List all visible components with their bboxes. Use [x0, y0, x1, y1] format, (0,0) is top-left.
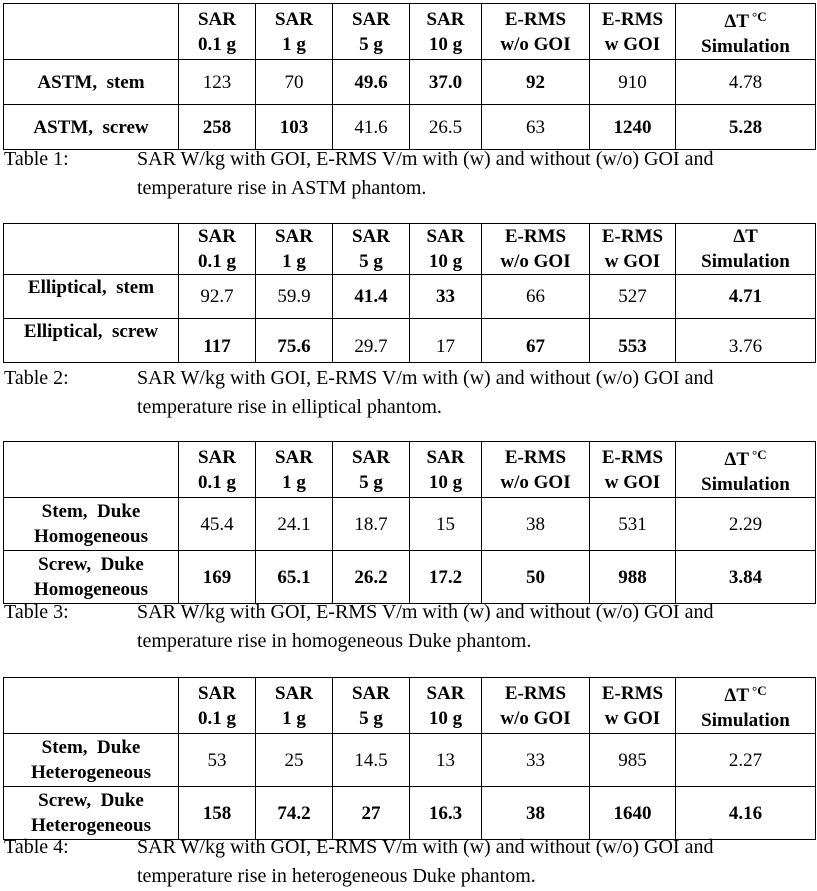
row-label: Screw, Duke Homogeneous [4, 551, 179, 604]
header-erms-with-goi: E-RMS w GOI [590, 442, 676, 498]
caption-text: SAR W/kg with GOI, E-RMS V/m with (w) and without (w/o) GOI and temperature rise in ASTM phantom. [137, 148, 714, 199]
table-3 [3, 441, 816, 604]
table-row [4, 787, 816, 840]
cell-erms-without-goi: 33 [482, 734, 590, 787]
header-empty [4, 4, 179, 60]
header-sar-01g: SAR 0.1 g [179, 4, 256, 60]
caption-text: SAR W/kg with GOI, E-RMS V/m with (w) and without (w/o) GOI and temperature rise in heterogeneous Duke phantom. [137, 836, 714, 887]
cell-erms-without-goi: 66 [482, 275, 590, 319]
cell-delta-t: 3.84 [676, 551, 816, 604]
header-sar-10g: SAR 10 g [410, 4, 482, 60]
cell-sar-1g: 70 [256, 60, 333, 105]
cell-sar-5g: 27 [333, 787, 410, 840]
header-sar-1g: SAR 1 g [256, 678, 333, 734]
row-label: Elliptical, screw [4, 319, 179, 363]
header-sar-5g: SAR 5 g [333, 224, 410, 275]
cell-erms-without-goi: 63 [482, 105, 590, 150]
cell-sar-1g: 25 [256, 734, 333, 787]
table-2-caption [4, 364, 814, 424]
cell-erms-with-goi: 1640 [590, 787, 676, 840]
cell-erms-with-goi: 910 [590, 60, 676, 105]
table-2 [3, 223, 816, 363]
header-erms-with-goi: E-RMS w GOI [590, 224, 676, 275]
cell-sar-10g: 17.2 [410, 551, 482, 604]
header-sar-5g: SAR 5 g [333, 4, 410, 60]
cell-erms-without-goi: 92 [482, 60, 590, 105]
header-delta-t: ΔT $^{^\circ C}$ Simulation [676, 4, 816, 60]
cell-sar-1g: 75.6 [256, 319, 333, 363]
row-label: Stem, Duke Heterogeneous [4, 734, 179, 787]
cell-sar-10g: 33 [410, 275, 482, 319]
table-3-caption [4, 598, 814, 658]
cell-erms-with-goi: 985 [590, 734, 676, 787]
cell-erms-with-goi: 1240 [590, 105, 676, 150]
cell-sar-01g: 117 [179, 319, 256, 363]
cell-sar-5g: 26.2 [333, 551, 410, 604]
row-label: Screw, Duke Heterogeneous [4, 787, 179, 840]
cell-delta-t: 3.76 [676, 319, 816, 363]
cell-sar-5g: 41.6 [333, 105, 410, 150]
header-sar-10g: SAR 10 g [410, 224, 482, 275]
header-sar-5g: SAR 5 g [333, 442, 410, 498]
cell-erms-with-goi: 531 [590, 498, 676, 551]
cell-sar-1g: 103 [256, 105, 333, 150]
table-4 [3, 677, 816, 840]
caption-text: SAR W/kg with GOI, E-RMS V/m with (w) and without (w/o) GOI and temperature rise in elliptical phantom. [137, 367, 714, 418]
cell-erms-with-goi: 988 [590, 551, 676, 604]
cell-sar-01g: 45.4 [179, 498, 256, 551]
cell-erms-with-goi: 527 [590, 275, 676, 319]
caption-label: Table 2: [4, 367, 69, 389]
header-erms-with-goi: E-RMS w GOI [590, 4, 676, 60]
row-label: Stem, Duke Homogeneous [4, 498, 179, 551]
header-sar-10g: SAR 10 g [410, 442, 482, 498]
table-header-row [4, 4, 816, 60]
cell-sar-10g: 16.3 [410, 787, 482, 840]
cell-delta-t: 4.16 [676, 787, 816, 840]
header-erms-with-goi: E-RMS w GOI [590, 678, 676, 734]
cell-erms-without-goi: 50 [482, 551, 590, 604]
header-erms-without-goi: E-RMS w/o GOI [482, 442, 590, 498]
table-row [4, 319, 816, 363]
header-sar-01g: SAR 0.1 g [179, 442, 256, 498]
cell-sar-10g: 13 [410, 734, 482, 787]
caption-label: Table 1: [4, 148, 69, 170]
cell-sar-10g: 26.5 [410, 105, 482, 150]
cell-sar-1g: 59.9 [256, 275, 333, 319]
row-label: ASTM, screw [4, 105, 179, 150]
table-header-row [4, 442, 816, 498]
cell-sar-5g: 29.7 [333, 319, 410, 363]
row-label: ASTM, stem [4, 60, 179, 105]
caption-label: Table 4: [4, 836, 69, 858]
cell-sar-01g: 92.7 [179, 275, 256, 319]
cell-sar-01g: 258 [179, 105, 256, 150]
caption-text: SAR W/kg with GOI, E-RMS V/m with (w) and without (w/o) GOI and temperature rise in homogeneous Duke phantom. [137, 601, 714, 652]
cell-erms-without-goi: 67 [482, 319, 590, 363]
header-erms-without-goi: E-RMS w/o GOI [482, 4, 590, 60]
table-header-row [4, 224, 816, 275]
cell-sar-01g: 53 [179, 734, 256, 787]
cell-delta-t: 4.78 [676, 60, 816, 105]
caption-label: Table 3: [4, 601, 69, 623]
table-row [4, 734, 816, 787]
header-sar-1g: SAR 1 g [256, 4, 333, 60]
table-1 [3, 3, 816, 150]
table-1-caption [4, 145, 814, 205]
table-row [4, 105, 816, 150]
cell-delta-t: 2.29 [676, 498, 816, 551]
cell-erms-without-goi: 38 [482, 498, 590, 551]
cell-erms-without-goi: 38 [482, 787, 590, 840]
header-empty [4, 678, 179, 734]
cell-sar-1g: 65.1 [256, 551, 333, 604]
table-row [4, 275, 816, 319]
cell-delta-t: 5.28 [676, 105, 816, 150]
cell-sar-10g: 37.0 [410, 60, 482, 105]
table-4-caption [4, 833, 814, 891]
table-header-row [4, 678, 816, 734]
header-erms-without-goi: E-RMS w/o GOI [482, 678, 590, 734]
cell-sar-10g: 15 [410, 498, 482, 551]
header-sar-1g: SAR 1 g [256, 224, 333, 275]
header-delta-t: ΔT $^{^\circ C}$ Simulation [676, 442, 816, 498]
cell-sar-10g: 17 [410, 319, 482, 363]
header-sar-5g: SAR 5 g [333, 678, 410, 734]
cell-sar-01g: 158 [179, 787, 256, 840]
row-label: Elliptical, stem [4, 275, 179, 319]
cell-sar-1g: 74.2 [256, 787, 333, 840]
cell-sar-5g: 14.5 [333, 734, 410, 787]
header-sar-01g: SAR 0.1 g [179, 678, 256, 734]
header-delta-t: ΔT $^{^\circ C}$ Simulation [676, 678, 816, 734]
header-delta-t: ΔT Simulation [676, 224, 816, 275]
table-row [4, 60, 816, 105]
cell-sar-01g: 169 [179, 551, 256, 604]
header-sar-1g: SAR 1 g [256, 442, 333, 498]
header-sar-01g: SAR 0.1 g [179, 224, 256, 275]
header-empty [4, 224, 179, 275]
cell-delta-t: 2.27 [676, 734, 816, 787]
table-row [4, 551, 816, 604]
cell-sar-5g: 49.6 [333, 60, 410, 105]
cell-sar-5g: 41.4 [333, 275, 410, 319]
header-erms-without-goi: E-RMS w/o GOI [482, 224, 590, 275]
cell-delta-t: 4.71 [676, 275, 816, 319]
cell-sar-01g: 123 [179, 60, 256, 105]
cell-erms-with-goi: 553 [590, 319, 676, 363]
table-row [4, 498, 816, 551]
header-empty [4, 442, 179, 498]
header-sar-10g: SAR 10 g [410, 678, 482, 734]
cell-sar-5g: 18.7 [333, 498, 410, 551]
cell-sar-1g: 24.1 [256, 498, 333, 551]
